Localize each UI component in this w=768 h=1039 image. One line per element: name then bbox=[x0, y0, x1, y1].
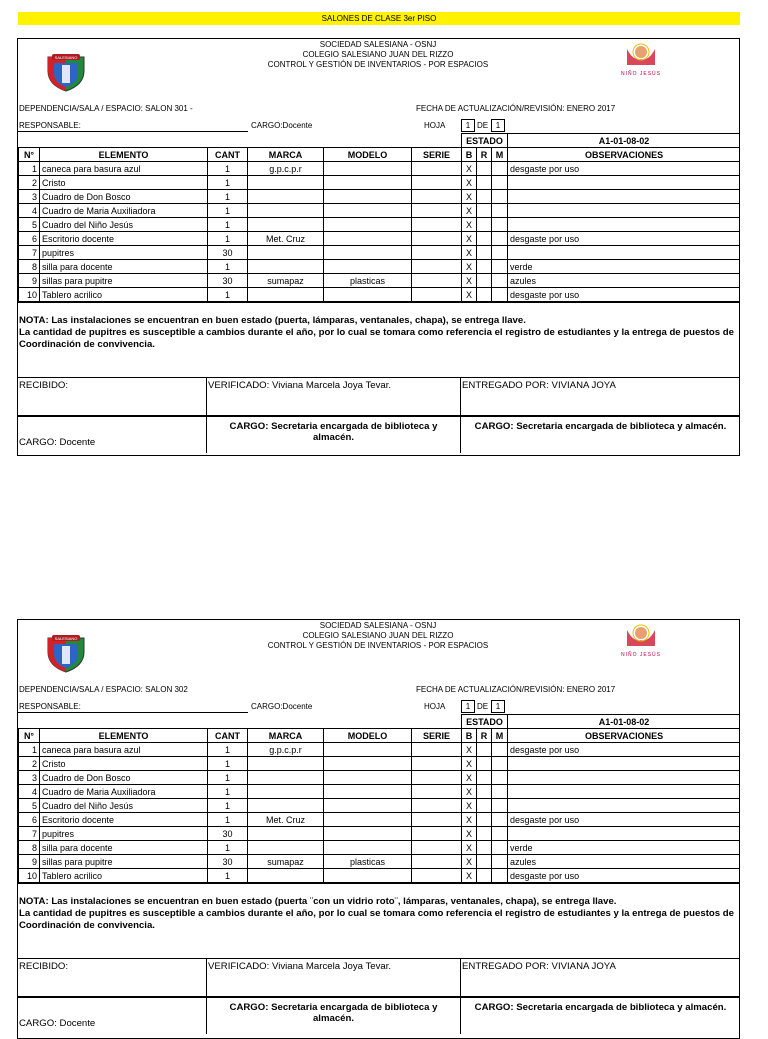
item-estado-m bbox=[492, 771, 508, 785]
table-row bbox=[19, 869, 741, 883]
item-serie bbox=[412, 218, 462, 232]
item-marca bbox=[248, 288, 324, 302]
nota-text: NOTA: Las instalaciones se encuentran en buen estado (puerta ¨con un vidrio roto¨, lámparas, ventanales, chapa), se entrega llave. La cantidad de pupitres es susceptible a cambios durante el año, por lo cual se tomara como referencia el registro de estudiantes y la entrega de puestos de Coordinación de convivencia. bbox=[18, 883, 739, 958]
item-number: 8 bbox=[19, 260, 40, 274]
item-serie bbox=[412, 204, 462, 218]
item-modelo bbox=[324, 771, 412, 785]
item-cant: 30 bbox=[208, 246, 248, 260]
item-estado-r bbox=[477, 771, 492, 785]
item-estado-r bbox=[477, 827, 492, 841]
item-estado-m bbox=[492, 855, 508, 869]
col-m: M bbox=[492, 729, 508, 743]
item-estado-m bbox=[492, 274, 508, 288]
item-elemento: Escritorio docente bbox=[40, 813, 208, 827]
nino-jesus-logo-icon bbox=[606, 624, 676, 658]
table-row bbox=[19, 771, 741, 785]
item-marca bbox=[248, 757, 324, 771]
de-number: 1 bbox=[491, 119, 505, 132]
table-row bbox=[19, 757, 741, 771]
signature-row bbox=[18, 377, 739, 415]
col-r: R bbox=[477, 729, 492, 743]
item-estado-m bbox=[492, 799, 508, 813]
item-modelo bbox=[324, 757, 412, 771]
sheet-meta bbox=[18, 682, 739, 714]
item-elemento: Escritorio docente bbox=[40, 232, 208, 246]
item-observaciones bbox=[508, 785, 740, 799]
item-modelo bbox=[324, 176, 412, 190]
item-number: 4 bbox=[19, 204, 40, 218]
item-cant: 1 bbox=[208, 190, 248, 204]
item-cant: 1 bbox=[208, 288, 248, 302]
item-observaciones: desgaste por uso bbox=[508, 232, 740, 246]
item-estado-b: X bbox=[462, 757, 477, 771]
item-observaciones bbox=[508, 799, 740, 813]
col-r: R bbox=[477, 148, 492, 162]
item-estado-r bbox=[477, 162, 492, 176]
table-row bbox=[19, 162, 741, 176]
item-number: 9 bbox=[19, 274, 40, 288]
responsable-label: RESPONSABLE: bbox=[19, 702, 81, 711]
nino-jesus-logo-icon bbox=[606, 43, 676, 77]
item-serie bbox=[412, 190, 462, 204]
item-serie bbox=[412, 771, 462, 785]
item-marca: sumapaz bbox=[248, 274, 324, 288]
fecha-label: FECHA DE ACTUALIZACIÓN/REVISIÓN: ENERO 2017 bbox=[416, 685, 616, 694]
col-n: N° bbox=[19, 729, 40, 743]
item-estado-m bbox=[492, 757, 508, 771]
item-estado-m bbox=[492, 785, 508, 799]
item-estado-b: X bbox=[462, 827, 477, 841]
item-estado-m bbox=[492, 869, 508, 883]
svg-text:SALESIANO: SALESIANO bbox=[54, 636, 78, 641]
item-number: 9 bbox=[19, 855, 40, 869]
item-number: 6 bbox=[19, 813, 40, 827]
item-observaciones bbox=[508, 246, 740, 260]
table-row bbox=[19, 190, 741, 204]
col-cant: CANT bbox=[208, 729, 248, 743]
item-serie bbox=[412, 827, 462, 841]
item-cant: 1 bbox=[208, 260, 248, 274]
col-modelo: MODELO bbox=[324, 729, 412, 743]
cargo-docente-label: CARGO: Docente bbox=[18, 997, 207, 1034]
table-row bbox=[19, 246, 741, 260]
cargo-docente-label: CARGO: Docente bbox=[18, 416, 207, 453]
item-estado-r bbox=[477, 176, 492, 190]
cargo-secretaria-label: CARGO: Secretaria encargada de biblioteca y almacén. bbox=[207, 416, 461, 453]
item-estado-r bbox=[477, 274, 492, 288]
item-estado-m bbox=[492, 176, 508, 190]
item-cant: 1 bbox=[208, 785, 248, 799]
table-row bbox=[19, 855, 741, 869]
item-number: 3 bbox=[19, 771, 40, 785]
item-modelo bbox=[324, 246, 412, 260]
item-observaciones: desgaste por uso bbox=[508, 813, 740, 827]
item-number: 3 bbox=[19, 190, 40, 204]
item-estado-m bbox=[492, 288, 508, 302]
item-elemento: caneca para basura azul bbox=[40, 743, 208, 757]
item-marca: Met. Cruz bbox=[248, 232, 324, 246]
table-row bbox=[19, 260, 741, 274]
item-elemento: Cristo bbox=[40, 176, 208, 190]
item-observaciones bbox=[508, 204, 740, 218]
item-estado-b: X bbox=[462, 176, 477, 190]
col-obs: OBSERVACIONES bbox=[508, 148, 740, 162]
item-estado-m bbox=[492, 162, 508, 176]
item-elemento: Cuadro de Don Bosco bbox=[40, 771, 208, 785]
sheet-header bbox=[18, 620, 739, 682]
item-cant: 1 bbox=[208, 841, 248, 855]
item-marca bbox=[248, 841, 324, 855]
item-serie bbox=[412, 855, 462, 869]
entregado-label: ENTREGADO POR: VIVIANA JOYA bbox=[462, 961, 616, 972]
entregado-label: ENTREGADO POR: VIVIANA JOYA bbox=[462, 380, 616, 391]
item-estado-r bbox=[477, 232, 492, 246]
item-observaciones: desgaste por uso bbox=[508, 743, 740, 757]
item-modelo bbox=[324, 288, 412, 302]
item-number: 1 bbox=[19, 743, 40, 757]
item-observaciones bbox=[508, 176, 740, 190]
item-observaciones: azules bbox=[508, 274, 740, 288]
item-number: 1 bbox=[19, 162, 40, 176]
item-serie bbox=[412, 232, 462, 246]
item-estado-r bbox=[477, 204, 492, 218]
item-modelo bbox=[324, 841, 412, 855]
item-serie bbox=[412, 246, 462, 260]
col-m: M bbox=[492, 148, 508, 162]
item-number: 7 bbox=[19, 246, 40, 260]
institution-header: SOCIEDAD SALESIANA - OSNJ COLEGIO SALESIANO JUAN DEL RIZZO CONTROL Y GESTIÓN DE INVENTARIOS - POR ESPACIOS bbox=[267, 621, 489, 650]
de-label: DE bbox=[477, 702, 489, 711]
item-serie bbox=[412, 274, 462, 288]
item-estado-r bbox=[477, 288, 492, 302]
cargo-row bbox=[18, 996, 739, 1034]
hoja-number: 1 bbox=[461, 700, 475, 713]
hoja-label: HOJA bbox=[424, 121, 446, 130]
item-modelo: plasticas bbox=[324, 274, 412, 288]
item-estado-b: X bbox=[462, 246, 477, 260]
item-number: 6 bbox=[19, 232, 40, 246]
item-number: 8 bbox=[19, 841, 40, 855]
item-marca bbox=[248, 176, 324, 190]
item-estado-r bbox=[477, 218, 492, 232]
item-marca bbox=[248, 771, 324, 785]
item-estado-m bbox=[492, 743, 508, 757]
item-modelo bbox=[324, 799, 412, 813]
item-serie bbox=[412, 162, 462, 176]
item-estado-r bbox=[477, 869, 492, 883]
item-cant: 30 bbox=[208, 827, 248, 841]
recibido-label: RECIBIDO: bbox=[18, 378, 207, 415]
item-elemento: Cristo bbox=[40, 757, 208, 771]
item-estado-m bbox=[492, 841, 508, 855]
item-estado-r bbox=[477, 855, 492, 869]
svg-text:SALESIANO: SALESIANO bbox=[54, 55, 78, 60]
item-observaciones bbox=[508, 771, 740, 785]
item-estado-r bbox=[477, 799, 492, 813]
item-estado-r bbox=[477, 190, 492, 204]
de-label: DE bbox=[477, 121, 489, 130]
estado-header: ESTADO bbox=[462, 715, 508, 729]
table-row bbox=[19, 813, 741, 827]
table-row bbox=[19, 176, 741, 190]
col-elemento: ELEMENTO bbox=[40, 148, 208, 162]
item-number: 10 bbox=[19, 869, 40, 883]
item-estado-r bbox=[477, 785, 492, 799]
item-estado-m bbox=[492, 190, 508, 204]
item-marca: g.p.c.p.r bbox=[248, 162, 324, 176]
table-row bbox=[19, 841, 741, 855]
item-estado-b: X bbox=[462, 274, 477, 288]
item-marca bbox=[248, 190, 324, 204]
item-observaciones bbox=[508, 190, 740, 204]
cargo-secretaria-label: CARGO: Secretaria encargada de biblioteca y almacén. bbox=[207, 997, 461, 1034]
code-header: A1-01-08-02 bbox=[508, 715, 740, 729]
item-elemento: pupitres bbox=[40, 246, 208, 260]
item-modelo bbox=[324, 743, 412, 757]
item-cant: 30 bbox=[208, 855, 248, 869]
item-number: 4 bbox=[19, 785, 40, 799]
cargo-label: CARGO:Docente bbox=[251, 702, 313, 711]
item-serie bbox=[412, 176, 462, 190]
item-marca bbox=[248, 799, 324, 813]
signature-row bbox=[18, 958, 739, 996]
item-estado-b: X bbox=[462, 232, 477, 246]
table-row bbox=[19, 204, 741, 218]
item-cant: 1 bbox=[208, 757, 248, 771]
item-observaciones: azules bbox=[508, 855, 740, 869]
item-estado-b: X bbox=[462, 771, 477, 785]
item-serie bbox=[412, 813, 462, 827]
item-elemento: silla para docente bbox=[40, 841, 208, 855]
inventory-sheet bbox=[17, 38, 740, 456]
col-serie: SERIE bbox=[412, 148, 462, 162]
item-estado-r bbox=[477, 743, 492, 757]
inventory-sheet bbox=[17, 619, 740, 1039]
col-marca: MARCA bbox=[248, 729, 324, 743]
item-modelo bbox=[324, 232, 412, 246]
item-modelo bbox=[324, 260, 412, 274]
item-serie bbox=[412, 799, 462, 813]
item-observaciones: desgaste por uso bbox=[508, 288, 740, 302]
item-marca bbox=[248, 246, 324, 260]
item-serie bbox=[412, 785, 462, 799]
item-estado-m bbox=[492, 204, 508, 218]
sheet-header bbox=[18, 39, 739, 101]
item-estado-b: X bbox=[462, 855, 477, 869]
item-elemento: sillas para pupitre bbox=[40, 855, 208, 869]
item-modelo bbox=[324, 813, 412, 827]
item-marca bbox=[248, 785, 324, 799]
hoja-number: 1 bbox=[461, 119, 475, 132]
item-estado-r bbox=[477, 813, 492, 827]
item-cant: 1 bbox=[208, 799, 248, 813]
item-elemento: Cuadro de Don Bosco bbox=[40, 190, 208, 204]
item-serie bbox=[412, 288, 462, 302]
item-elemento: Cuadro de Maria Auxiliadora bbox=[40, 785, 208, 799]
item-cant: 1 bbox=[208, 232, 248, 246]
item-estado-b: X bbox=[462, 799, 477, 813]
item-cant: 30 bbox=[208, 274, 248, 288]
verificado-label: VERIFICADO: Viviana Marcela Joya Tevar. bbox=[207, 959, 461, 996]
col-serie: SERIE bbox=[412, 729, 462, 743]
item-estado-b: X bbox=[462, 869, 477, 883]
inventory-table bbox=[18, 714, 740, 883]
salesiano-logo-icon bbox=[44, 634, 88, 676]
item-estado-b: X bbox=[462, 743, 477, 757]
logo-caption: NIÑO JESÚS bbox=[620, 652, 661, 658]
item-marca bbox=[248, 827, 324, 841]
item-cant: 1 bbox=[208, 218, 248, 232]
dependencia-field: DEPENDENCIA/SALA / ESPACIO: SALON 301 - bbox=[19, 104, 193, 113]
item-observaciones: verde bbox=[508, 260, 740, 274]
item-observaciones: verde bbox=[508, 841, 740, 855]
col-b: B bbox=[462, 729, 477, 743]
item-estado-m bbox=[492, 218, 508, 232]
cargo-row bbox=[18, 415, 739, 453]
item-elemento: Tablero acrilico bbox=[40, 869, 208, 883]
item-estado-b: X bbox=[462, 204, 477, 218]
item-estado-b: X bbox=[462, 813, 477, 827]
cargo-secretaria-label-2: CARGO: Secretaria encargada de biblioteca y almacén. bbox=[461, 997, 740, 1034]
item-modelo bbox=[324, 785, 412, 799]
table-row bbox=[19, 274, 741, 288]
verificado-label: VERIFICADO: Viviana Marcela Joya Tevar. bbox=[207, 378, 461, 415]
institution-header: SOCIEDAD SALESIANA - OSNJ COLEGIO SALESIANO JUAN DEL RIZZO CONTROL Y GESTIÓN DE INVENTARIOS - POR ESPACIOS bbox=[267, 40, 489, 69]
logo-caption: NIÑO JESÚS bbox=[620, 71, 661, 77]
item-estado-m bbox=[492, 246, 508, 260]
item-serie bbox=[412, 757, 462, 771]
cargo-secretaria-label-2: CARGO: Secretaria encargada de biblioteca y almacén. bbox=[461, 416, 740, 453]
item-marca bbox=[248, 218, 324, 232]
hoja-label: HOJA bbox=[424, 702, 446, 711]
nota-text: NOTA: Las instalaciones se encuentran en buen estado (puerta, lámparas, ventanales, chapa), se entrega llave. La cantidad de pupitres es susceptible a cambios durante el año, por lo cual se tomara como referencia el registro de estudiantes y la entrega de puestos de Coordinación de convivencia. bbox=[18, 302, 739, 377]
col-marca: MARCA bbox=[248, 148, 324, 162]
item-observaciones: desgaste por uso bbox=[508, 162, 740, 176]
item-modelo bbox=[324, 204, 412, 218]
item-estado-r bbox=[477, 757, 492, 771]
item-marca bbox=[248, 204, 324, 218]
item-estado-r bbox=[477, 260, 492, 274]
col-cant: CANT bbox=[208, 148, 248, 162]
item-modelo bbox=[324, 827, 412, 841]
table-row bbox=[19, 743, 741, 757]
fecha-label: FECHA DE ACTUALIZACIÓN/REVISIÓN: ENERO 2017 bbox=[416, 104, 616, 113]
table-row bbox=[19, 827, 741, 841]
item-elemento: caneca para basura azul bbox=[40, 162, 208, 176]
item-estado-b: X bbox=[462, 190, 477, 204]
item-serie bbox=[412, 260, 462, 274]
item-estado-b: X bbox=[462, 218, 477, 232]
item-estado-m bbox=[492, 232, 508, 246]
page-banner: SALONES DE CLASE 3er PISO bbox=[18, 12, 740, 25]
item-cant: 1 bbox=[208, 162, 248, 176]
item-estado-r bbox=[477, 246, 492, 260]
item-observaciones bbox=[508, 827, 740, 841]
col-b: B bbox=[462, 148, 477, 162]
item-elemento: Tablero acrilico bbox=[40, 288, 208, 302]
item-number: 2 bbox=[19, 176, 40, 190]
cargo-label: CARGO:Docente bbox=[251, 121, 313, 130]
item-estado-m bbox=[492, 827, 508, 841]
item-elemento: silla para docente bbox=[40, 260, 208, 274]
item-cant: 1 bbox=[208, 204, 248, 218]
table-row bbox=[19, 288, 741, 302]
sheet-meta bbox=[18, 101, 739, 133]
item-number: 10 bbox=[19, 288, 40, 302]
item-modelo bbox=[324, 190, 412, 204]
item-cant: 1 bbox=[208, 743, 248, 757]
item-observaciones: desgaste por uso bbox=[508, 869, 740, 883]
item-number: 5 bbox=[19, 218, 40, 232]
item-estado-b: X bbox=[462, 785, 477, 799]
col-obs: OBSERVACIONES bbox=[508, 729, 740, 743]
item-estado-b: X bbox=[462, 162, 477, 176]
col-n: N° bbox=[19, 148, 40, 162]
item-elemento: pupitres bbox=[40, 827, 208, 841]
code-header: A1-01-08-02 bbox=[508, 134, 740, 148]
table-row bbox=[19, 232, 741, 246]
item-estado-r bbox=[477, 841, 492, 855]
item-estado-b: X bbox=[462, 260, 477, 274]
item-serie bbox=[412, 841, 462, 855]
item-elemento: Cuadro del Niño Jesús bbox=[40, 799, 208, 813]
item-number: 2 bbox=[19, 757, 40, 771]
table-row bbox=[19, 785, 741, 799]
item-marca bbox=[248, 260, 324, 274]
item-serie bbox=[412, 869, 462, 883]
item-marca: Met. Cruz bbox=[248, 813, 324, 827]
item-serie bbox=[412, 743, 462, 757]
item-estado-m bbox=[492, 813, 508, 827]
item-marca: sumapaz bbox=[248, 855, 324, 869]
estado-header: ESTADO bbox=[462, 134, 508, 148]
item-modelo: plasticas bbox=[324, 855, 412, 869]
item-estado-b: X bbox=[462, 841, 477, 855]
responsable-label: RESPONSABLE: bbox=[19, 121, 81, 130]
item-cant: 1 bbox=[208, 813, 248, 827]
inventory-table bbox=[18, 133, 740, 302]
item-estado-b: X bbox=[462, 288, 477, 302]
item-observaciones bbox=[508, 218, 740, 232]
item-cant: 1 bbox=[208, 771, 248, 785]
item-modelo bbox=[324, 869, 412, 883]
item-modelo bbox=[324, 162, 412, 176]
item-estado-m bbox=[492, 260, 508, 274]
item-modelo bbox=[324, 218, 412, 232]
de-number: 1 bbox=[491, 700, 505, 713]
table-row bbox=[19, 218, 741, 232]
item-number: 5 bbox=[19, 799, 40, 813]
col-elemento: ELEMENTO bbox=[40, 729, 208, 743]
item-marca bbox=[248, 869, 324, 883]
dependencia-field: DEPENDENCIA/SALA / ESPACIO: SALON 302 bbox=[19, 685, 188, 694]
item-number: 7 bbox=[19, 827, 40, 841]
item-observaciones bbox=[508, 757, 740, 771]
col-modelo: MODELO bbox=[324, 148, 412, 162]
item-marca: g.p.c.p.r bbox=[248, 743, 324, 757]
item-elemento: sillas para pupitre bbox=[40, 274, 208, 288]
salesiano-logo-icon bbox=[44, 53, 88, 95]
table-row bbox=[19, 799, 741, 813]
item-elemento: Cuadro de Maria Auxiliadora bbox=[40, 204, 208, 218]
item-elemento: Cuadro del Niño Jesús bbox=[40, 218, 208, 232]
recibido-label: RECIBIDO: bbox=[18, 959, 207, 996]
item-cant: 1 bbox=[208, 176, 248, 190]
item-cant: 1 bbox=[208, 869, 248, 883]
